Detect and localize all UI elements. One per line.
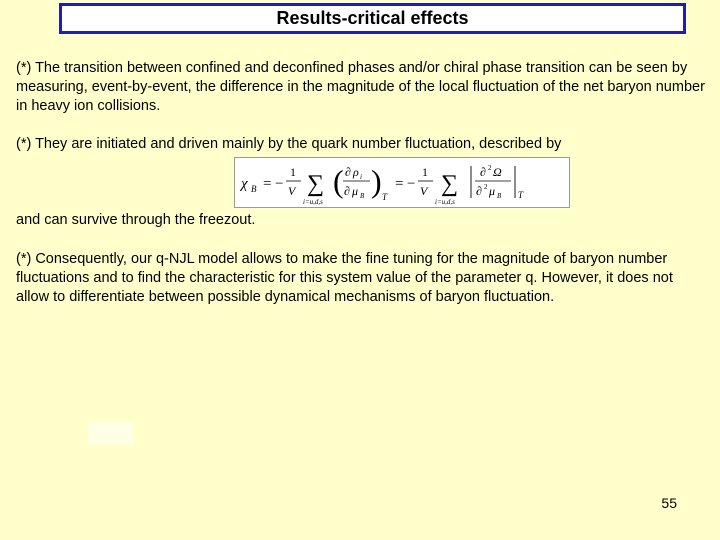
blank-rectangle	[88, 422, 133, 444]
formula-image	[235, 158, 569, 207]
formula-eq: =	[263, 176, 272, 192]
title-box	[59, 3, 686, 34]
paren-open: (	[333, 163, 344, 199]
formula-sum-sub-1: i=u,d,s	[303, 198, 323, 206]
formula-one-2: 1	[422, 165, 428, 179]
formula-rho-sub: i	[360, 173, 362, 181]
page-number: 55	[661, 495, 677, 511]
formula-d-3: ∂	[480, 165, 486, 179]
formula-one-1: 1	[290, 165, 296, 179]
formula-minus-1: −	[275, 176, 284, 192]
paragraph-consequently: (*) Consequently, our q-NJL model allows to make the fine tuning for the magnitude of baryon number fluctuations and to find the characteristic for this system value of the parameter q. However, it does not allow to differentiate between possible dynamical mechanisms of baryon fluctuation.	[16, 251, 673, 305]
formula-chi: χ	[241, 176, 248, 192]
formula-chi-sub: B	[251, 184, 257, 194]
paren-close: )	[371, 163, 382, 199]
formula-d-4: ∂	[476, 184, 482, 198]
formula-t-1: T	[382, 192, 388, 202]
paragraph-initiated: (*) They are initiated and driven mainly by the quark number fluctuation, described by	[16, 136, 562, 152]
formula-mu-2: μ	[489, 184, 496, 198]
formula-omega: Ω	[493, 165, 502, 179]
formula-rho: ρ	[353, 165, 359, 179]
formula-eq-2: =	[395, 176, 404, 192]
formula-sum-1: ∑	[307, 171, 325, 197]
formula-two-1: 2	[488, 164, 492, 172]
formula-d-2: ∂	[344, 184, 350, 198]
formula-sum-2: ∑	[441, 171, 459, 197]
formula-v-1: V	[288, 184, 296, 198]
paragraph-transition: (*) The transition between confined and deconfined phases and/or chiral phase transition can be seen by measuring, event-by-event, the difference in the magnitude of the local fluctuation of the net baryon number in heavy ion collisions.	[16, 60, 705, 114]
slide-title: Results-critical effects	[276, 8, 469, 28]
paragraph-survive: and can survive through the freezout.	[16, 212, 256, 228]
formula-box	[234, 157, 570, 208]
formula-minus-2: −	[407, 176, 416, 192]
formula-mu-sub-2: B	[497, 192, 502, 200]
formula-d-1: ∂	[345, 165, 351, 179]
formula-v-2: V	[420, 184, 428, 198]
formula-mu-1: μ	[352, 184, 359, 198]
formula-two-2: 2	[484, 183, 488, 191]
formula-sum-sub-2: i=u,d,s	[435, 198, 455, 206]
formula-t-2: T	[518, 190, 524, 200]
formula-mu-sub-1: B	[360, 192, 365, 200]
